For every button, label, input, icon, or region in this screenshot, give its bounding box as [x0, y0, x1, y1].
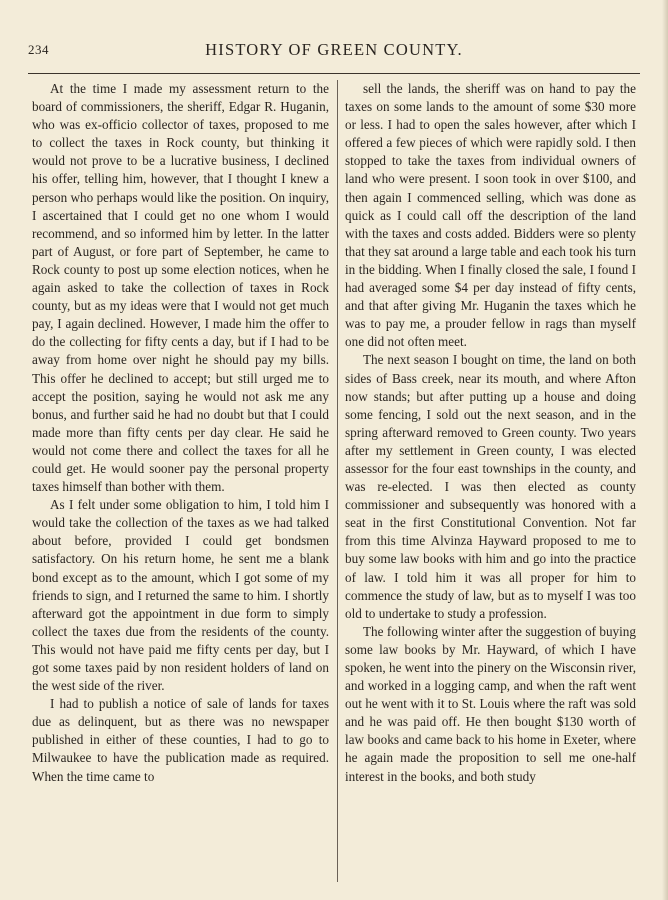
page-edge-shadow	[662, 0, 668, 900]
paragraph: I had to publish a notice of sale of lands for taxes due as delinquent, but as there was no newspaper published in either of these counties, I had to go to Milwaukee to have the publication made as required. When the time came to	[32, 696, 329, 784]
left-column	[32, 80, 329, 786]
page-header	[28, 40, 640, 64]
column-divider	[337, 80, 338, 882]
paragraph: The following winter after the suggestion of buying some law books by Mr. Hayward, of which I have spoken, he went into the pinery on the Wisconsin river, and worked in a logging camp, and when the raft went out he went with it to St. Louis where the raft was sold and he was paid off. He then bought $130 worth of law books and came back to his home in Exeter, where he again made the proposition to sell me one-half interest in the books, and both study	[345, 623, 636, 784]
paragraph: As I felt under some obligation to him, I told him I would take the collection of the taxes as we had talked about before, provided I could get bondsmen satisfactory. On his return home, he sent me a blank bond except as to the amount, which I got some of my friends to sign, and I returned the same to him. I shortly afterward got the appointment in due form to simply collect the taxes due from the residents of the county. This would not have paid me fifty cents per day, but I got some taxes paid by non resident holders of land on the west side of the river.	[32, 497, 329, 694]
right-column	[345, 80, 636, 786]
running-title: HISTORY OF GREEN COUNTY.	[205, 40, 463, 59]
page-number: 234	[28, 42, 49, 57]
paragraph: At the time I made my assessment return to the board of commissioners, the sheriff, Edgar R. Huganin, who was ex-officio collector of taxes, proposed to me to collect the taxes in Rock county, but thinking it would not prove to be a lucrative business, I declined his offer, telling him, however, that I thought I knew a person who perhaps would like the position. On inquiry, I ascertained that I could get no one whom I would recommend, and so informed him by letter. In the latter part of August, or fore part of September, he came to Rock county to post up some election notices, when he again asked to take the collection of taxes in Rock county, but as my ideas were that I would not get much pay, I again declined. However, I made him the offer to do the collecting for fifty cents a day, but if I had to be away from home over night he should pay my bills. This offer he declined to accept; but still urged me to accept the position, saying he would not ask me any bonus, and further said he had no doubt but that I could made more than fifty cents per day clear. He said he would not come there and collect the taxes for all he could get. He would sooner pay the personal property taxes himself than bother with them.	[32, 81, 329, 495]
header-rule	[28, 73, 640, 74]
paragraph: The next season I bought on time, the land on both sides of Bass creek, near its mouth, and where Afton now stands; but after putting up a house and doing some fencing, I sold out the next season, and in the spring afterward removed to Green county. Two years after my settlement in Green county, I was elected assessor for the four east townships in the county, and was re-elected. I was then elected as county commissioner and subsequently was honored with a seat in the first Constitutional Convention. Not far from this time Alvinza Hayward proposed to me to buy some law books with him and go into the practice of law. I told him it was all proper for him to commence the study of law, but as to myself I was too old to undertake to study a profession.	[345, 352, 636, 621]
paragraph: sell the lands, the sheriff was on hand to pay the taxes on some lands to the amount of some $30 more or less. I had to open the sales however, after which I offered a few pieces of which were rapidly sold. I then stopped to take the taxes from individual owners of land who were present. I soon took in over $100, and then again I commenced selling, which was done as quick as I could call off the description of the land with the taxes and costs added. Bidders were so plenty that they sat around a large table and each took his turn in the bidding. When I finally closed the sale, I found I had averaged some $4 per day instead of fifty cents, and that after giving Mr. Huganin the taxes which he was to pay me, a prouder fellow in rags than myself one did not often meet.	[345, 81, 636, 350]
